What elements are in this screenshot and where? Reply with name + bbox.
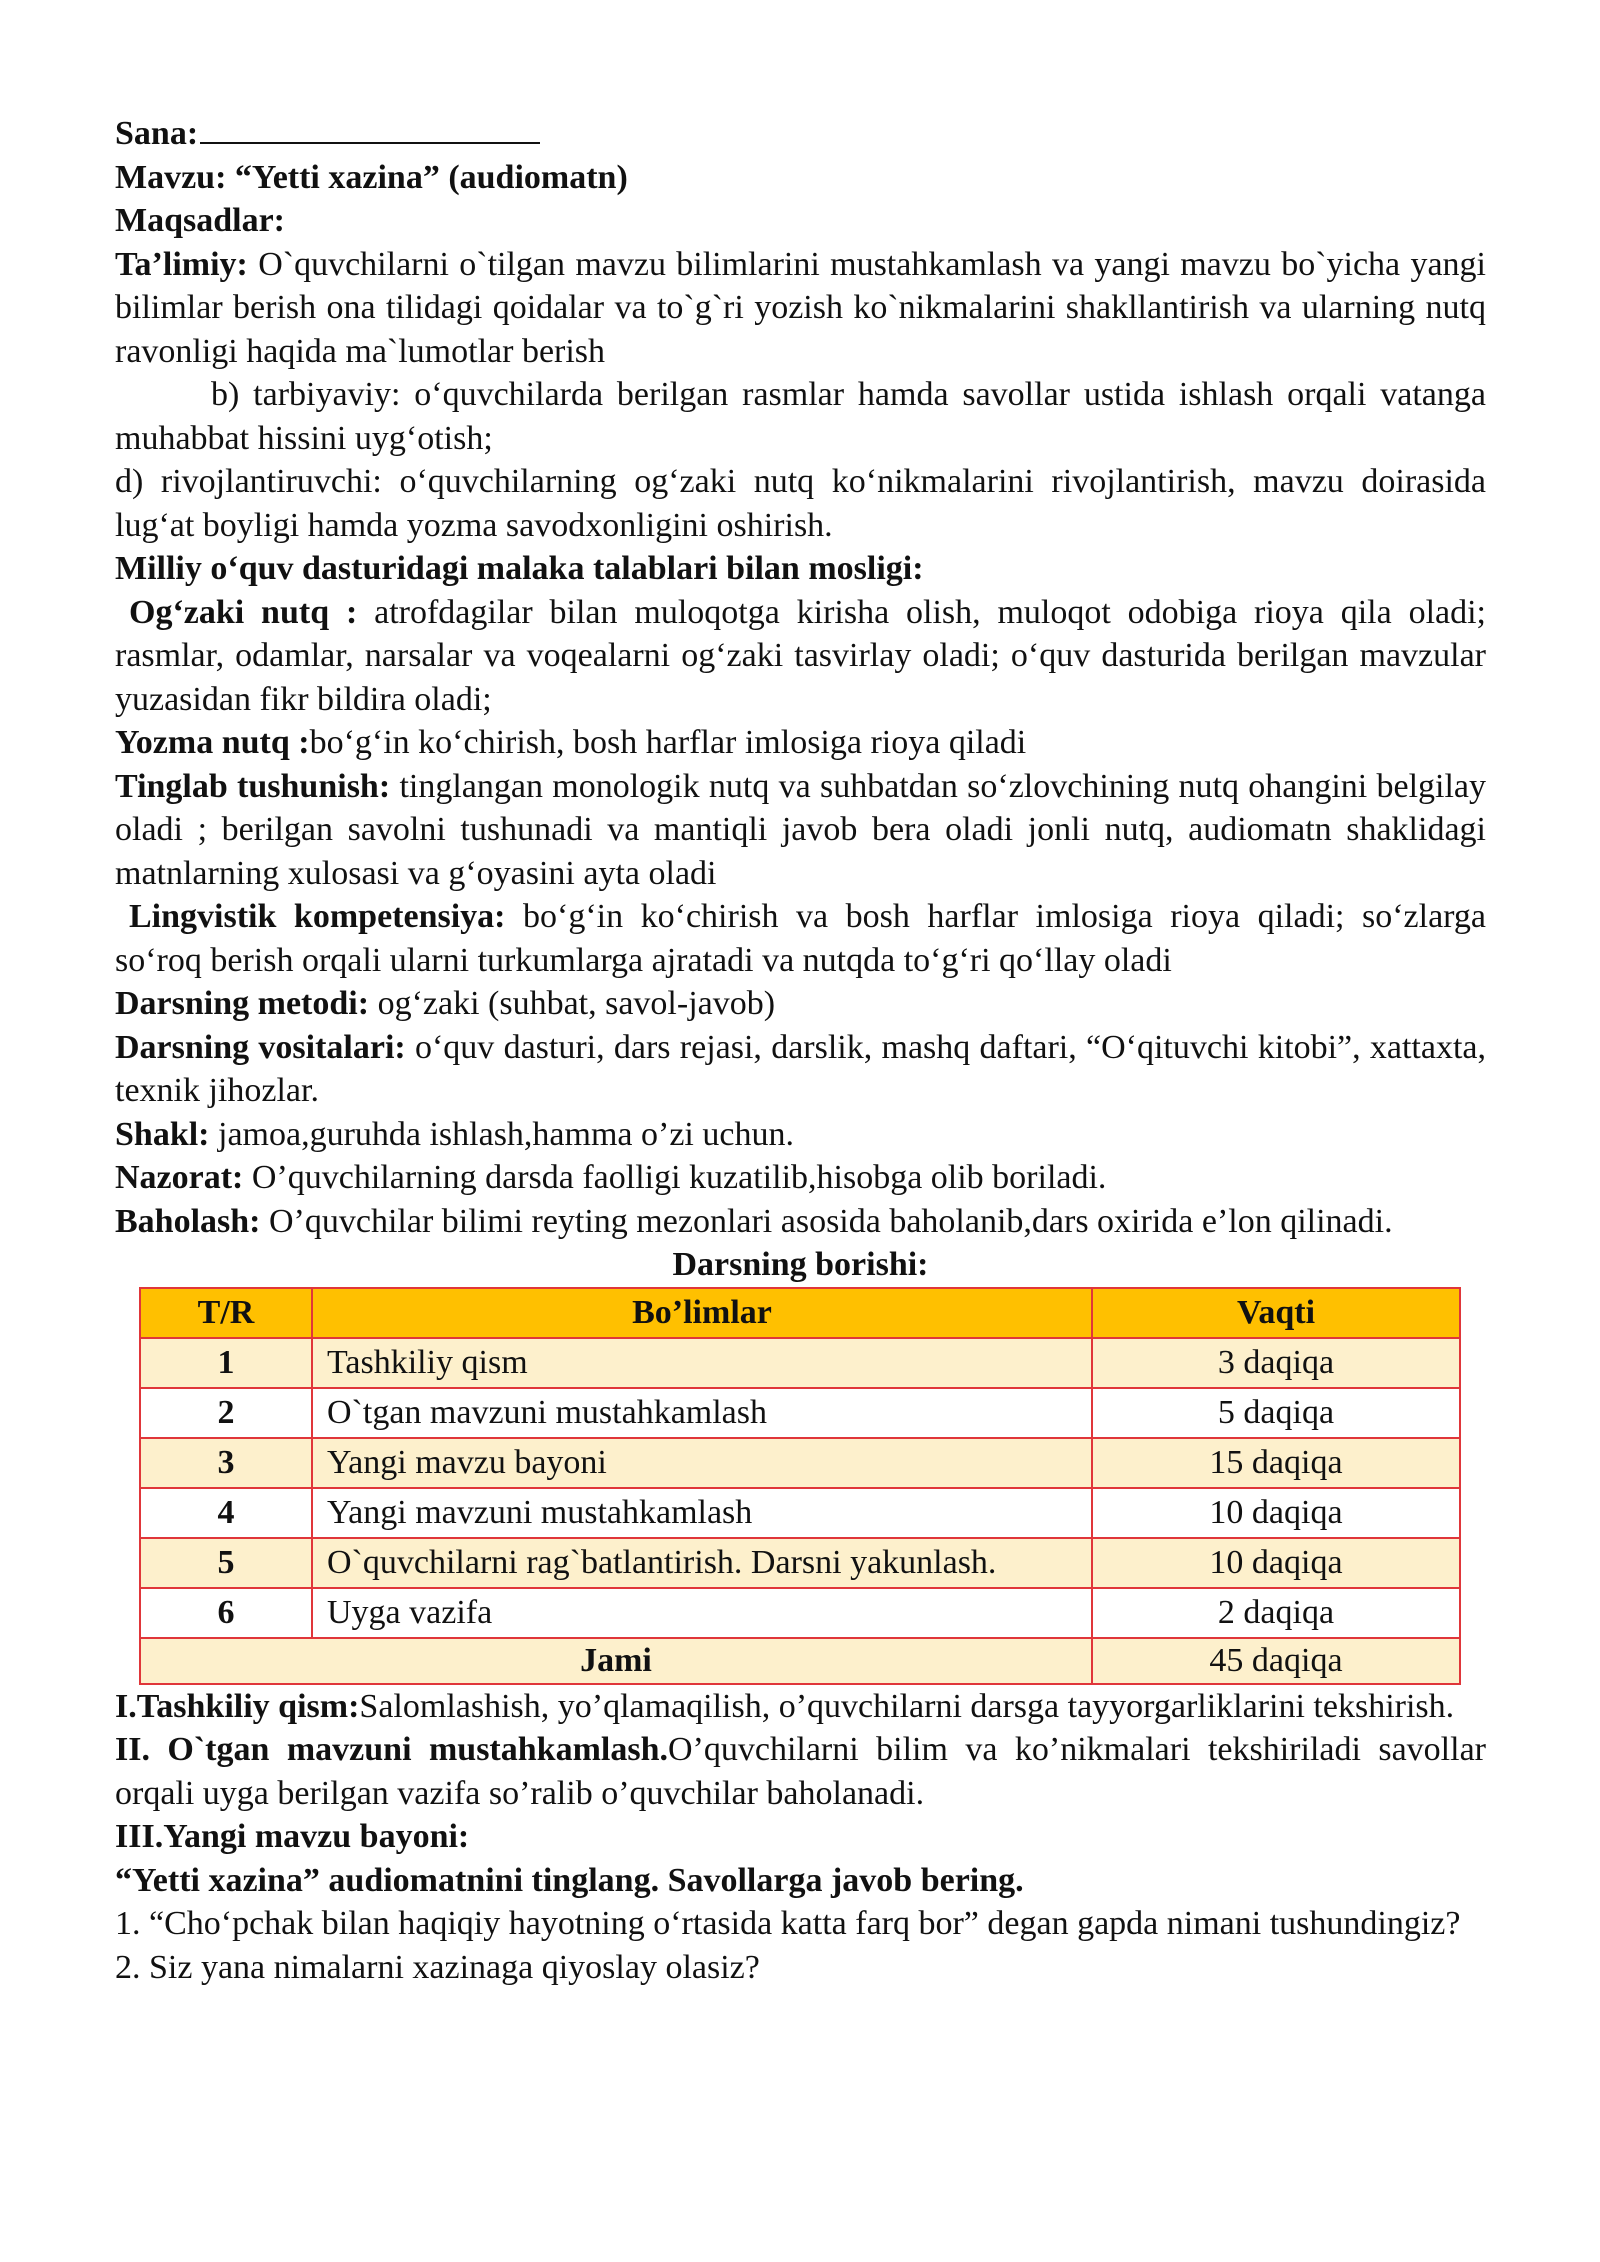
standard-written-text: bo‘g‘in ko‘chirish, bosh harflar imlosiga rioya qiladi	[309, 724, 1027, 761]
stage-organizational-text: Salomlashish, yo’qlamaqilish, o’quvchilarni darsga tayyorgarliklarini tekshirish.	[359, 1687, 1455, 1725]
table-header-row	[140, 1288, 1460, 1338]
lesson-control	[115, 1156, 1486, 1200]
row-time: 15 daqiqa	[1092, 1438, 1460, 1488]
lesson-method-text: og‘zaki (suhbat, savol-javob)	[369, 985, 776, 1022]
column-header-number: T/R	[140, 1288, 312, 1338]
row-section: Yangi mavzuni mustahkamlash	[312, 1488, 1092, 1538]
lesson-form	[115, 1113, 1486, 1157]
standard-oral-label: Og‘zaki nutq :	[129, 593, 358, 631]
standard-written-label: Yozma nutq :	[115, 724, 310, 761]
lesson-assessment-label: Baholash:	[115, 1202, 261, 1240]
date-blank-field[interactable]	[200, 112, 540, 144]
lesson-control-text: O’quvchilarning darsda faolligi kuzatilib,hisobga olib boriladi.	[243, 1159, 1107, 1196]
topic-title: Mavzu: “Yetti xazina” (audiomatn)	[115, 158, 628, 196]
goal-educational	[115, 243, 1486, 374]
row-section: Uyga vazifa	[312, 1588, 1092, 1638]
table-row	[140, 1438, 1460, 1488]
stage-organizational-label: I.Tashkiliy qism:	[115, 1687, 360, 1725]
goal-upbringing: b) tarbiyaviy: o‘quvchilarda berilgan rasmlar hamda savollar ustida ishlash orqali vatanga muhabbat hissini uyg‘otish;	[115, 376, 1486, 457]
lesson-plan-table	[139, 1287, 1461, 1685]
goal-educational-label: Ta’limiy:	[115, 245, 248, 283]
stage-new-topic-heading: III.Yangi mavzu bayoni:	[115, 1818, 470, 1855]
stage-review-text: O’quvchilarni bilim va ko’nikmalari tekshiriladi savollar orqali uyga berilgan vazifa so’ralib o’quvchilar baholanadi.	[115, 1731, 1486, 1812]
row-number: 1	[140, 1338, 312, 1388]
question-2: 2. Siz yana nimalarni xazinaga qiyoslay olasiz?	[115, 1948, 760, 1986]
row-section: Tashkiliy qism	[312, 1338, 1092, 1388]
row-number: 5	[140, 1538, 312, 1588]
standard-oral	[115, 591, 1486, 722]
table-row	[140, 1488, 1460, 1538]
row-section: O`quvchilarni rag`batlantirish. Darsni yakunlash.	[312, 1538, 1092, 1588]
standard-written	[115, 721, 1486, 765]
question-1: 1. “Cho‘pchak bilan haqiqiy hayotning o‘rtasida katta farq bor” degan gapda nimani tushundingiz?	[115, 1905, 1461, 1942]
standard-linguistic-label: Lingvistik kompetensiya:	[129, 898, 506, 935]
standard-listening-label: Tinglab tushunish:	[115, 767, 391, 805]
lesson-form-label: Shakl:	[115, 1115, 210, 1153]
lesson-plan-heading: Darsning borishi:	[672, 1246, 929, 1283]
standards-heading: Milliy o‘quv dasturidagi malaka talablari bilan mosligi:	[115, 550, 924, 587]
lesson-method	[115, 982, 1486, 1026]
row-time: 2 daqiqa	[1092, 1588, 1460, 1638]
row-section: O`tgan mavzuni mustahkamlash	[312, 1388, 1092, 1438]
table-row	[140, 1388, 1460, 1438]
standard-listening	[115, 765, 1486, 896]
table-row	[140, 1538, 1460, 1588]
lesson-assessment-text: O’quvchilar bilimi reyting mezonlari asosida baholanib,dars oxirida e’lon qilinadi.	[260, 1202, 1393, 1240]
standard-linguistic-text: bo‘g‘in ko‘chirish va bosh harflar imlosiga rioya qiladi; so‘zlarga so‘roq berish orqali ularni turkumlarga ajratadi va nutqda to‘g‘ri qo‘llay oladi	[115, 898, 1486, 979]
column-header-time: Vaqti	[1092, 1288, 1460, 1338]
row-time: 10 daqiqa	[1092, 1538, 1460, 1588]
date-line	[115, 112, 1486, 156]
standard-oral-text: atrofdagilar bilan muloqotga kirisha olish, muloqot odobiga rioya qila oladi; rasmlar, odamlar, narsalar va voqealarni og‘zaki tasvirlay oladi; o‘quv dasturida berilgan mavzular yuzasidan fikr bildira oladi;	[115, 593, 1486, 718]
goals-heading: Maqsadlar:	[115, 202, 285, 239]
row-number: 2	[140, 1388, 312, 1438]
total-time: 45 daqiqa	[1092, 1638, 1460, 1684]
row-time: 5 daqiqa	[1092, 1388, 1460, 1438]
listening-task: “Yetti xazina” audiomatnini tinglang. Savollarga javob bering.	[115, 1861, 1024, 1899]
lesson-tools-label: Darsning vositalari:	[115, 1028, 406, 1066]
lesson-assessment	[115, 1200, 1486, 1244]
column-header-sections: Bo’limlar	[312, 1288, 1092, 1338]
table-total-row	[140, 1638, 1460, 1684]
lesson-control-label: Nazorat:	[115, 1159, 244, 1196]
row-number: 6	[140, 1588, 312, 1638]
row-section: Yangi mavzu bayoni	[312, 1438, 1092, 1488]
date-label: Sana:	[115, 115, 199, 152]
stage-organizational	[115, 1685, 1486, 1729]
stage-review	[115, 1728, 1486, 1815]
table-row	[140, 1588, 1460, 1638]
row-time: 3 daqiqa	[1092, 1338, 1460, 1388]
standard-linguistic	[115, 895, 1486, 982]
stage-review-label: II. O`tgan mavzuni mustahkamlash.	[115, 1731, 668, 1768]
table-row	[140, 1338, 1460, 1388]
standard-listening-text: tinglangan monologik nutq va suhbatdan so‘zlovchining nutq ohangini belgilay oladi ; berilgan savolni tushunadi va mantiqli javob bera oladi jonli nutq, audiomatn shaklidagi matnlarning xulosasi va g‘oyasini ayta oladi	[115, 767, 1487, 892]
row-time: 10 daqiqa	[1092, 1488, 1460, 1538]
lesson-tools-text: o‘quv dasturi, dars rejasi, darslik, mashq daftari, “O‘qituvchi kitobi”, xattaxta, texnik jihozlar.	[115, 1028, 1486, 1109]
row-number: 3	[140, 1438, 312, 1488]
row-number: 4	[140, 1488, 312, 1538]
goal-developmental: d) rivojlantiruvchi: o‘quvchilarning og‘zaki nutq ko‘nikmalarini rivojlantirish, mavzu doirasida lug‘at boyligi hamda yozma savodxonligini oshirish.	[115, 463, 1486, 544]
lesson-method-label: Darsning metodi:	[115, 985, 370, 1022]
total-label: Jami	[140, 1638, 1092, 1684]
goal-educational-text: O`quvchilarni o`tilgan mavzu bilimlarini mustahkamlash va yangi mavzu bo`yicha yangi bilimlar berish ona tilidagi qoidalar va to`g`ri yozish ko`nikmalarini shakllantirish va ularning nutq ravonligi haqida ma`lumotlar berish	[115, 245, 1486, 370]
lesson-tools	[115, 1026, 1486, 1113]
lesson-form-text: jamoa,guruhda ishlash,hamma o’zi uchun.	[209, 1115, 794, 1153]
